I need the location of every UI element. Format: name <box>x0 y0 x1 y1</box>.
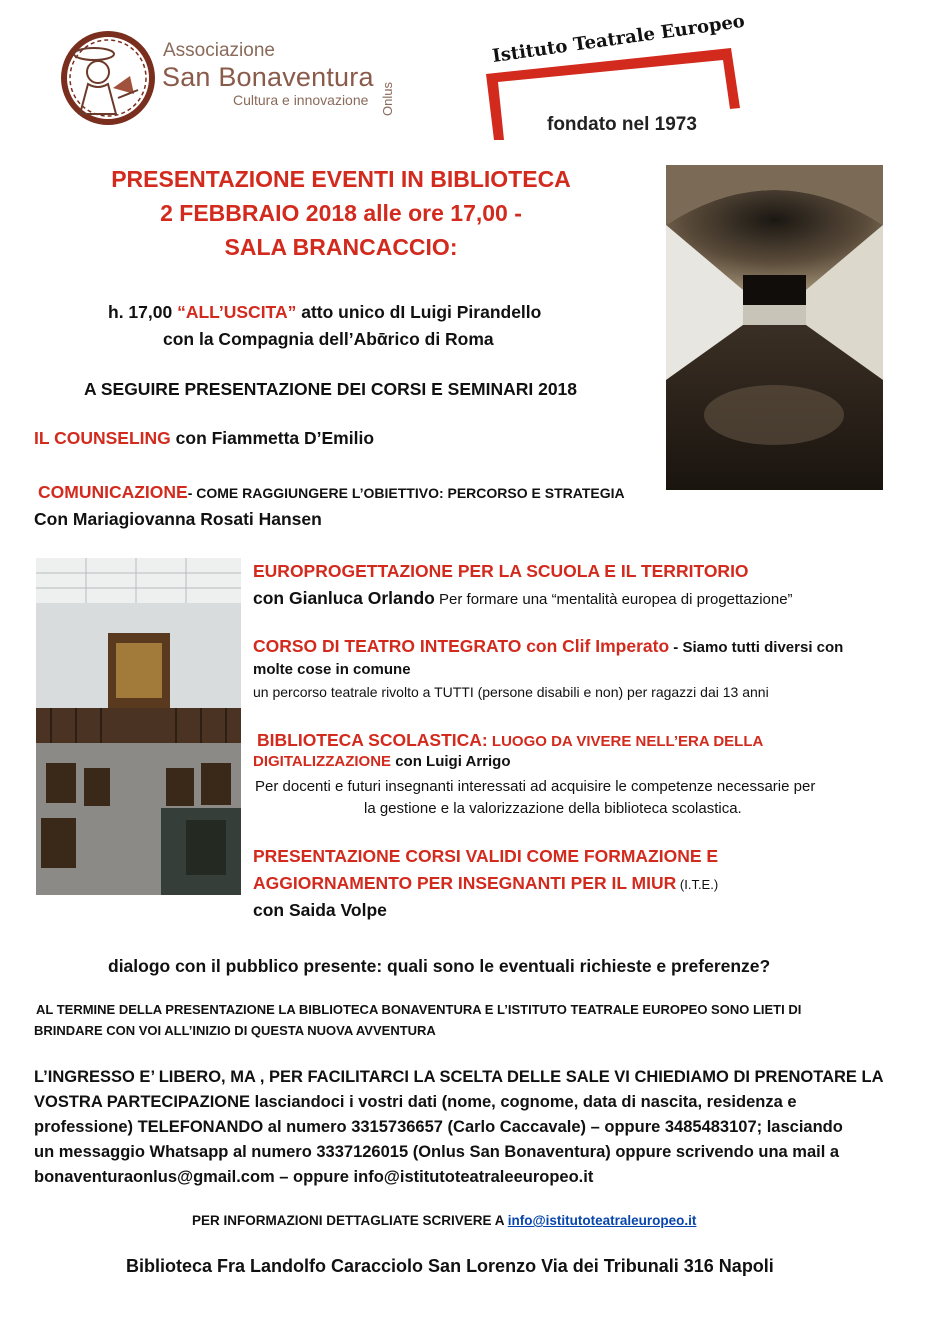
following-heading: A SEGUIRE PRESENTAZIONE DEI CORSI E SEMINARI 2018 <box>84 379 578 399</box>
teatro-tagline: molte cose in comune <box>253 661 411 678</box>
closing-line-1: AL TERMINE DELLA PRESENTAZIONE LA BIBLIOTECA BONAVENTURA E L’ISTITUTO TEATRALE EUROPEO SONO LIETI DI <box>36 1002 802 1017</box>
ingresso-line-5: bonaventuraonlus@gmail.com – oppure info@istitutoteatraleeuropeo.it <box>34 1168 594 1186</box>
show-title: “ALL’USCITA” <box>177 302 297 322</box>
ingresso-line-2: VOSTRA PARTECIPAZIONE lasciandoci i vostri dati (nome, cognome, data di nascita, residenza e <box>34 1093 797 1111</box>
closing-line-2: BRINDARE CON VOI ALL’INIZIO DI QUESTA NUOVA AVVENTURA <box>34 1023 436 1038</box>
biblioteca-desc-2: la gestione e la valorizzazione della biblioteca scolastica. <box>364 800 742 817</box>
show-company: con la Compagnia dell’Abᾱrico di Roma <box>163 329 494 349</box>
san-bonaventura-logo <box>58 28 408 128</box>
friar-emblem-icon <box>58 28 158 128</box>
miur-title-2: AGGIORNAMENTO PER INSEGNANTI PER IL MIUR (I.T.E.) <box>253 873 719 893</box>
counseling-course: IL COUNSELING con Fiammetta D’Emilio <box>34 428 375 448</box>
teatro-desc: un percorso teatrale rivolto a TUTTI (persone disabili e non) per ragazzi dai 13 anni <box>253 684 769 700</box>
ingresso-line-3: professione) TELEFONANDO al numero 3315736657 (Carlo Caccavale) – oppure 3485483107; lasciando <box>34 1118 843 1136</box>
logo-onlus-label: Onlus <box>380 82 395 116</box>
comunicazione-teacher: Con Mariagiovanna Rosati Hansen <box>34 509 322 529</box>
sala-brancaccio-photo <box>666 165 883 490</box>
miur-title-1: PRESENTAZIONE CORSI VALIDI COME FORMAZIONE E <box>253 846 719 866</box>
info-line: PER INFORMAZIONI DETTAGLIATE SCRIVERE A info@istitutoteatraleuropeo.it <box>192 1213 697 1228</box>
biblioteca-teacher-line: DIGITALIZZAZIONE con Luigi Arrigo <box>253 753 511 770</box>
venue-address: Biblioteca Fra Landolfo Caracciolo San Lorenzo Via dei Tribunali 316 Napoli <box>126 1256 774 1276</box>
logo-name: San Bonaventura <box>162 62 374 92</box>
library-hall-photo <box>36 558 241 895</box>
event-title-line-3: SALA BRANCACCIO: <box>224 234 458 260</box>
biblioteca-course: BIBLIOTECA SCOLASTICA: LUOGO DA VIVERE NELL’ERA DELLA <box>257 730 764 750</box>
show-line: h. 17,00 “ALL’USCITA” atto unico dI Luigi Pirandello <box>108 302 542 322</box>
istituto-teatrale-logo <box>486 10 756 140</box>
teatro-course: CORSO DI TEATRO INTEGRATO con Clif Imperato - Siamo tutti diversi con <box>253 636 844 656</box>
founded-label: fondato nel 1973 <box>547 114 697 135</box>
logo-tagline: Cultura e innovazione <box>233 92 369 108</box>
logo-association-label: Associazione <box>163 40 275 61</box>
ingresso-line-4: un messaggio Whatsapp al numero 3337126015 (Onlus San Bonaventura) oppure scrivendo una mail a <box>34 1143 840 1161</box>
biblioteca-desc-1: Per docenti e futuri insegnanti interessati ad acquisire le competenze necessarie per <box>255 778 816 795</box>
ingresso-line-1: L’INGRESSO E’ LIBERO, MA , PER FACILITARCI LA SCELTA DELLE SALE VI CHIEDIAMO DI PRENOTARE LA <box>34 1068 884 1086</box>
event-title-line-2: 2 FEBBRAIO 2018 alle ore 17,00 - <box>160 200 522 226</box>
info-email-link[interactable]: info@istitutoteatraleuropeo.it <box>507 1213 697 1228</box>
miur-teacher: con Saida Volpe <box>253 900 387 920</box>
dialogo-line: dialogo con il pubblico presente: quali sono le eventuali richieste e preferenze? <box>108 956 771 976</box>
ite-name: Istituto Teatrale Europeo <box>491 10 747 67</box>
event-title-line-1: PRESENTAZIONE EVENTI IN BIBLIOTECA <box>111 166 571 192</box>
comunicazione-course: COMUNICAZIONE- COME RAGGIUNGERE L’OBIETTIVO: PERCORSO E STRATEGIA <box>38 482 625 502</box>
europrog-teacher-line: con Gianluca Orlando Per formare una “mentalità europea di progettazione” <box>253 588 793 608</box>
europrog-title: EUROPROGETTAZIONE PER LA SCUOLA E IL TERRITORIO <box>253 561 749 581</box>
